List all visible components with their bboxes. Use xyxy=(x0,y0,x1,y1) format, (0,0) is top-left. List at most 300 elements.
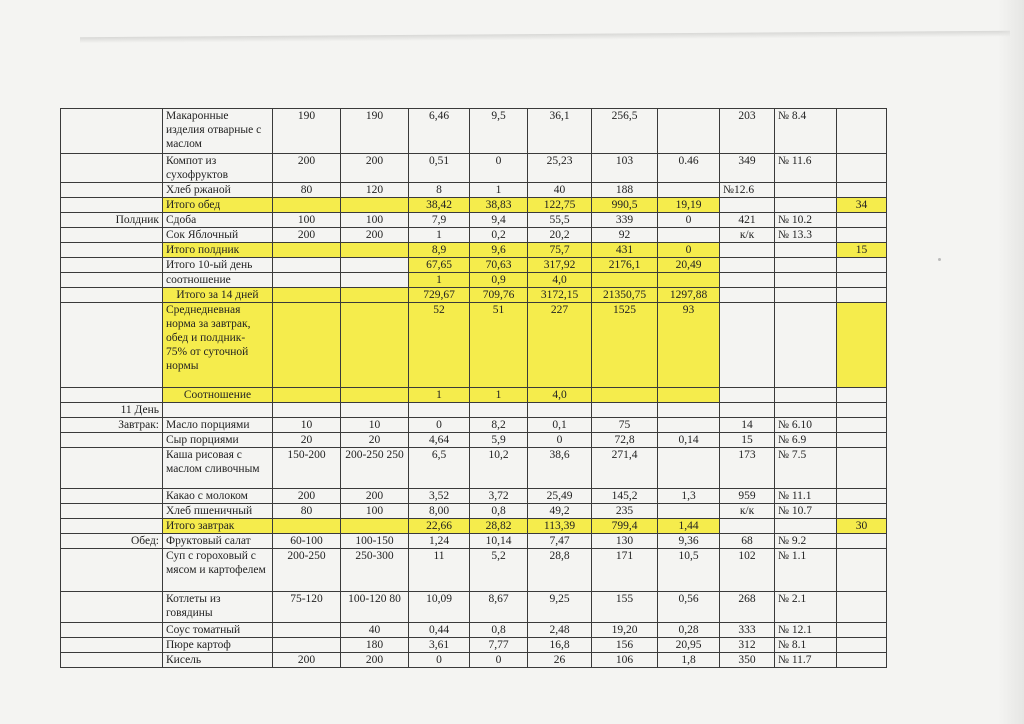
cell-x xyxy=(837,534,887,549)
cell-u: 75,7 xyxy=(528,243,592,258)
cell-dish: соотношение xyxy=(163,273,273,288)
cell-f: 70,63 xyxy=(470,258,528,273)
cell-x xyxy=(837,592,887,623)
cell-x xyxy=(837,653,887,668)
cell-e: 990,5 xyxy=(592,198,658,213)
cell-p: 7,9 xyxy=(409,213,470,228)
cell-c1 xyxy=(273,258,341,273)
cell-v: 10,5 xyxy=(658,549,720,592)
cell-ref: № 6.10 xyxy=(775,418,837,433)
cell-u: 26 xyxy=(528,653,592,668)
cell-meal xyxy=(61,489,163,504)
cell-meal xyxy=(61,592,163,623)
cell-p: 1,24 xyxy=(409,534,470,549)
cell-rec: 14 xyxy=(720,418,775,433)
cell-x xyxy=(837,213,887,228)
cell-e: 271,4 xyxy=(592,448,658,489)
cell-f: 51 xyxy=(470,303,528,388)
cell-v xyxy=(658,228,720,243)
cell-e: 431 xyxy=(592,243,658,258)
cell-c1: 60-100 xyxy=(273,534,341,549)
cell-ref: № 10.7 xyxy=(775,504,837,519)
cell-p: 0,51 xyxy=(409,154,470,183)
cell-rec: 102 xyxy=(720,549,775,592)
cell-dish: Итого завтрак xyxy=(163,519,273,534)
cell-u: 2,48 xyxy=(528,623,592,638)
table-row xyxy=(61,433,887,448)
cell-dish: Котлеты из говядины xyxy=(163,592,273,623)
cell-dish: Итого за 14 дней xyxy=(163,288,273,303)
cell-meal xyxy=(61,243,163,258)
cell-p: 0 xyxy=(409,418,470,433)
cell-u: 113,39 xyxy=(528,519,592,534)
cell-rec: №12.6 xyxy=(720,183,775,198)
cell-meal xyxy=(61,273,163,288)
cell-rec xyxy=(720,388,775,403)
cell-e: 21350,75 xyxy=(592,288,658,303)
table-row xyxy=(61,519,887,534)
cell-u: 16,8 xyxy=(528,638,592,653)
cell-c2: 190 xyxy=(341,109,409,154)
cell-ref: № 11.7 xyxy=(775,653,837,668)
cell-c2 xyxy=(341,258,409,273)
cell-dish: Хлеб пшеничный xyxy=(163,504,273,519)
cell-e: 256,5 xyxy=(592,109,658,154)
cell-c1: 200 xyxy=(273,228,341,243)
cell-u: 7,47 xyxy=(528,534,592,549)
cell-c1 xyxy=(273,243,341,258)
cell-meal xyxy=(61,623,163,638)
cell-meal xyxy=(61,183,163,198)
cell-p: 3,61 xyxy=(409,638,470,653)
cell-c1 xyxy=(273,303,341,388)
cell-e: 92 xyxy=(592,228,658,243)
cell-f: 0,9 xyxy=(470,273,528,288)
cell-x xyxy=(837,504,887,519)
cell-v: 1,8 xyxy=(658,653,720,668)
cell-f xyxy=(470,403,528,418)
table-row xyxy=(61,109,887,154)
cell-e: 130 xyxy=(592,534,658,549)
cell-meal xyxy=(61,504,163,519)
cell-x xyxy=(837,288,887,303)
cell-v xyxy=(658,109,720,154)
table-row xyxy=(61,653,887,668)
cell-dish: Суп с гороховый с мясом и картофелем xyxy=(163,549,273,592)
cell-ref: № 11.6 xyxy=(775,154,837,183)
cell-v: 19,19 xyxy=(658,198,720,213)
cell-rec: 173 xyxy=(720,448,775,489)
cell-c2: 200 xyxy=(341,653,409,668)
cell-dish: Сок Яблочный xyxy=(163,228,273,243)
cell-p: 6,5 xyxy=(409,448,470,489)
cell-p: 1 xyxy=(409,228,470,243)
table-row xyxy=(61,258,887,273)
table-row xyxy=(61,592,887,623)
cell-c1: 150-200 xyxy=(273,448,341,489)
cell-rec: 203 xyxy=(720,109,775,154)
cell-dish: Макаронные изделия отварные с маслом xyxy=(163,109,273,154)
cell-u: 20,2 xyxy=(528,228,592,243)
cell-u: 4,0 xyxy=(528,273,592,288)
cell-v: 0 xyxy=(658,243,720,258)
cell-c1: 200 xyxy=(273,489,341,504)
cell-c2: 100 xyxy=(341,504,409,519)
cell-f: 0 xyxy=(470,154,528,183)
cell-c2: 180 xyxy=(341,638,409,653)
cell-v: 1,44 xyxy=(658,519,720,534)
cell-c2: 10 xyxy=(341,418,409,433)
cell-rec xyxy=(720,198,775,213)
cell-u: 38,6 xyxy=(528,448,592,489)
cell-x xyxy=(837,154,887,183)
cell-p: 8,9 xyxy=(409,243,470,258)
cell-ref: № 8.4 xyxy=(775,109,837,154)
cell-p: 67,65 xyxy=(409,258,470,273)
cell-e: 156 xyxy=(592,638,658,653)
cell-ref xyxy=(775,288,837,303)
cell-rec xyxy=(720,258,775,273)
table-row xyxy=(61,418,887,433)
cell-meal xyxy=(61,549,163,592)
cell-ref xyxy=(775,303,837,388)
cell-c1 xyxy=(273,388,341,403)
cell-c1 xyxy=(273,288,341,303)
cell-v: 9,36 xyxy=(658,534,720,549)
cell-u: 28,8 xyxy=(528,549,592,592)
cell-p: 10,09 xyxy=(409,592,470,623)
cell-meal xyxy=(61,388,163,403)
cell-ref xyxy=(775,403,837,418)
cell-e: 2176,1 xyxy=(592,258,658,273)
cell-u: 0,1 xyxy=(528,418,592,433)
table-row xyxy=(61,638,887,653)
cell-c2: 100-150 xyxy=(341,534,409,549)
scan-edge xyxy=(80,31,1010,43)
cell-meal: Полдник xyxy=(61,213,163,228)
cell-e: 799,4 xyxy=(592,519,658,534)
cell-v xyxy=(658,403,720,418)
cell-f: 9,5 xyxy=(470,109,528,154)
cell-x xyxy=(837,623,887,638)
cell-dish: Итого полдник xyxy=(163,243,273,258)
cell-rec xyxy=(720,273,775,288)
cell-c1: 200-250 xyxy=(273,549,341,592)
cell-x xyxy=(837,638,887,653)
cell-meal xyxy=(61,448,163,489)
cell-c2 xyxy=(341,273,409,288)
cell-meal xyxy=(61,519,163,534)
cell-c2: 100-120 80 xyxy=(341,592,409,623)
cell-f: 0,8 xyxy=(470,623,528,638)
table-row xyxy=(61,623,887,638)
cell-dish xyxy=(163,403,273,418)
table-row xyxy=(61,288,887,303)
cell-meal: 11 День xyxy=(61,403,163,418)
cell-v: 1,3 xyxy=(658,489,720,504)
cell-meal xyxy=(61,154,163,183)
cell-dish: Какао с молоком xyxy=(163,489,273,504)
cell-p: 1 xyxy=(409,388,470,403)
cell-p: 3,52 xyxy=(409,489,470,504)
table-row xyxy=(61,534,887,549)
cell-x xyxy=(837,388,887,403)
cell-f: 9,4 xyxy=(470,213,528,228)
cell-x xyxy=(837,228,887,243)
cell-e: 171 xyxy=(592,549,658,592)
cell-x xyxy=(837,183,887,198)
cell-c2 xyxy=(341,388,409,403)
cell-c2: 40 xyxy=(341,623,409,638)
cell-e: 1525 xyxy=(592,303,658,388)
cell-c2: 20 xyxy=(341,433,409,448)
cell-c1 xyxy=(273,273,341,288)
cell-meal xyxy=(61,258,163,273)
cell-rec: 350 xyxy=(720,653,775,668)
cell-c1: 80 xyxy=(273,504,341,519)
cell-v: 0 xyxy=(658,213,720,228)
cell-x xyxy=(837,489,887,504)
cell-e: 72,8 xyxy=(592,433,658,448)
cell-x xyxy=(837,273,887,288)
cell-f: 8,67 xyxy=(470,592,528,623)
cell-f: 28,82 xyxy=(470,519,528,534)
cell-u xyxy=(528,403,592,418)
cell-p: 8 xyxy=(409,183,470,198)
cell-u: 4,0 xyxy=(528,388,592,403)
cell-rec: 268 xyxy=(720,592,775,623)
cell-e xyxy=(592,403,658,418)
table-row xyxy=(61,198,887,213)
cell-u: 25,23 xyxy=(528,154,592,183)
cell-rec: к/к xyxy=(720,504,775,519)
cell-p: 4,64 xyxy=(409,433,470,448)
cell-f: 9,6 xyxy=(470,243,528,258)
cell-ref: № 13.3 xyxy=(775,228,837,243)
cell-meal xyxy=(61,228,163,243)
cell-ref: № 6.9 xyxy=(775,433,837,448)
cell-c2: 250-300 xyxy=(341,549,409,592)
cell-ref: № 11.1 xyxy=(775,489,837,504)
cell-f: 0 xyxy=(470,653,528,668)
cell-x xyxy=(837,448,887,489)
cell-e: 106 xyxy=(592,653,658,668)
cell-meal xyxy=(61,433,163,448)
cell-c1: 100 xyxy=(273,213,341,228)
cell-e: 103 xyxy=(592,154,658,183)
scan-speck xyxy=(938,258,941,261)
cell-c1: 200 xyxy=(273,154,341,183)
cell-dish: Соус томатный xyxy=(163,623,273,638)
cell-p: 0,44 xyxy=(409,623,470,638)
cell-rec xyxy=(720,243,775,258)
cell-dish: Компот из сухофруктов xyxy=(163,154,273,183)
cell-meal: Завтрак: xyxy=(61,418,163,433)
cell-f: 1 xyxy=(470,183,528,198)
cell-v xyxy=(658,388,720,403)
cell-dish: Сдоба xyxy=(163,213,273,228)
cell-c2: 200 xyxy=(341,228,409,243)
cell-u: 227 xyxy=(528,303,592,388)
cell-c2 xyxy=(341,403,409,418)
cell-rec xyxy=(720,519,775,534)
cell-c2 xyxy=(341,198,409,213)
cell-c1: 80 xyxy=(273,183,341,198)
cell-p: 38,42 xyxy=(409,198,470,213)
cell-p: 8,00 xyxy=(409,504,470,519)
cell-e xyxy=(592,273,658,288)
cell-e: 19,20 xyxy=(592,623,658,638)
cell-x: 30 xyxy=(837,519,887,534)
cell-v xyxy=(658,418,720,433)
cell-ref xyxy=(775,273,837,288)
cell-c2: 200-250 250 xyxy=(341,448,409,489)
cell-e: 75 xyxy=(592,418,658,433)
cell-v xyxy=(658,504,720,519)
cell-c2 xyxy=(341,243,409,258)
table-row xyxy=(61,228,887,243)
table-row xyxy=(61,448,887,489)
cell-c2: 200 xyxy=(341,154,409,183)
cell-c2: 100 xyxy=(341,213,409,228)
table-row xyxy=(61,504,887,519)
cell-p: 22,66 xyxy=(409,519,470,534)
cell-v: 20,49 xyxy=(658,258,720,273)
table-row xyxy=(61,403,887,418)
cell-x xyxy=(837,258,887,273)
cell-e: 339 xyxy=(592,213,658,228)
cell-ref xyxy=(775,519,837,534)
cell-meal xyxy=(61,109,163,154)
cell-c1 xyxy=(273,519,341,534)
cell-rec: к/к xyxy=(720,228,775,243)
cell-ref xyxy=(775,258,837,273)
cell-e: 145,2 xyxy=(592,489,658,504)
cell-f: 709,76 xyxy=(470,288,528,303)
cell-u: 122,75 xyxy=(528,198,592,213)
cell-ref xyxy=(775,183,837,198)
cell-v: 1297,88 xyxy=(658,288,720,303)
cell-p: 6,46 xyxy=(409,109,470,154)
cell-meal xyxy=(61,653,163,668)
cell-ref: № 12.1 xyxy=(775,623,837,638)
cell-ref xyxy=(775,198,837,213)
cell-dish: Кисель xyxy=(163,653,273,668)
cell-v xyxy=(658,273,720,288)
cell-rec: 312 xyxy=(720,638,775,653)
cell-meal xyxy=(61,303,163,388)
cell-p: 0 xyxy=(409,653,470,668)
cell-rec: 959 xyxy=(720,489,775,504)
table-row xyxy=(61,213,887,228)
cell-c2 xyxy=(341,303,409,388)
cell-meal xyxy=(61,198,163,213)
cell-c1: 190 xyxy=(273,109,341,154)
cell-ref: № 8.1 xyxy=(775,638,837,653)
table-row xyxy=(61,489,887,504)
table-row xyxy=(61,243,887,258)
cell-rec: 349 xyxy=(720,154,775,183)
cell-rec xyxy=(720,303,775,388)
cell-u: 40 xyxy=(528,183,592,198)
cell-p: 52 xyxy=(409,303,470,388)
cell-c1: 200 xyxy=(273,653,341,668)
cell-ref xyxy=(775,243,837,258)
cell-u: 36,1 xyxy=(528,109,592,154)
cell-f: 38,83 xyxy=(470,198,528,213)
table-row xyxy=(61,183,887,198)
table-row xyxy=(61,154,887,183)
cell-p: 11 xyxy=(409,549,470,592)
cell-u: 25,49 xyxy=(528,489,592,504)
cell-meal: Обед: xyxy=(61,534,163,549)
cell-rec: 68 xyxy=(720,534,775,549)
cell-meal xyxy=(61,288,163,303)
cell-c1 xyxy=(273,403,341,418)
cell-f: 10,14 xyxy=(470,534,528,549)
cell-f: 0,8 xyxy=(470,504,528,519)
cell-f: 7,77 xyxy=(470,638,528,653)
cell-dish: Соотношение xyxy=(163,388,273,403)
cell-x xyxy=(837,109,887,154)
cell-c1 xyxy=(273,638,341,653)
cell-c1 xyxy=(273,623,341,638)
cell-u: 9,25 xyxy=(528,592,592,623)
cell-x xyxy=(837,549,887,592)
cell-p: 729,67 xyxy=(409,288,470,303)
cell-c2: 200 xyxy=(341,489,409,504)
menu-sheet xyxy=(60,108,886,668)
cell-c1: 75-120 xyxy=(273,592,341,623)
cell-e xyxy=(592,388,658,403)
cell-p: 1 xyxy=(409,273,470,288)
cell-dish: Пюре картоф xyxy=(163,638,273,653)
table-row xyxy=(61,549,887,592)
cell-c2 xyxy=(341,519,409,534)
cell-ref xyxy=(775,388,837,403)
cell-v: 0.46 xyxy=(658,154,720,183)
cell-u: 3172,15 xyxy=(528,288,592,303)
cell-u: 0 xyxy=(528,433,592,448)
cell-v: 0,14 xyxy=(658,433,720,448)
cell-rec xyxy=(720,403,775,418)
nutrition-table xyxy=(60,108,887,668)
cell-c1: 20 xyxy=(273,433,341,448)
cell-x xyxy=(837,403,887,418)
cell-rec: 15 xyxy=(720,433,775,448)
cell-f: 1 xyxy=(470,388,528,403)
cell-rec xyxy=(720,288,775,303)
cell-v xyxy=(658,448,720,489)
cell-c1: 10 xyxy=(273,418,341,433)
cell-f: 0,2 xyxy=(470,228,528,243)
cell-c2: 120 xyxy=(341,183,409,198)
cell-c1 xyxy=(273,198,341,213)
cell-ref: № 10.2 xyxy=(775,213,837,228)
cell-dish: Масло порциями xyxy=(163,418,273,433)
cell-u: 49,2 xyxy=(528,504,592,519)
cell-x xyxy=(837,418,887,433)
cell-e: 235 xyxy=(592,504,658,519)
cell-ref: № 1.1 xyxy=(775,549,837,592)
page-shadow xyxy=(998,0,1024,724)
cell-x: 34 xyxy=(837,198,887,213)
cell-p xyxy=(409,403,470,418)
cell-f: 5,2 xyxy=(470,549,528,592)
cell-x xyxy=(837,303,887,388)
cell-ref: № 2.1 xyxy=(775,592,837,623)
cell-c2 xyxy=(341,288,409,303)
